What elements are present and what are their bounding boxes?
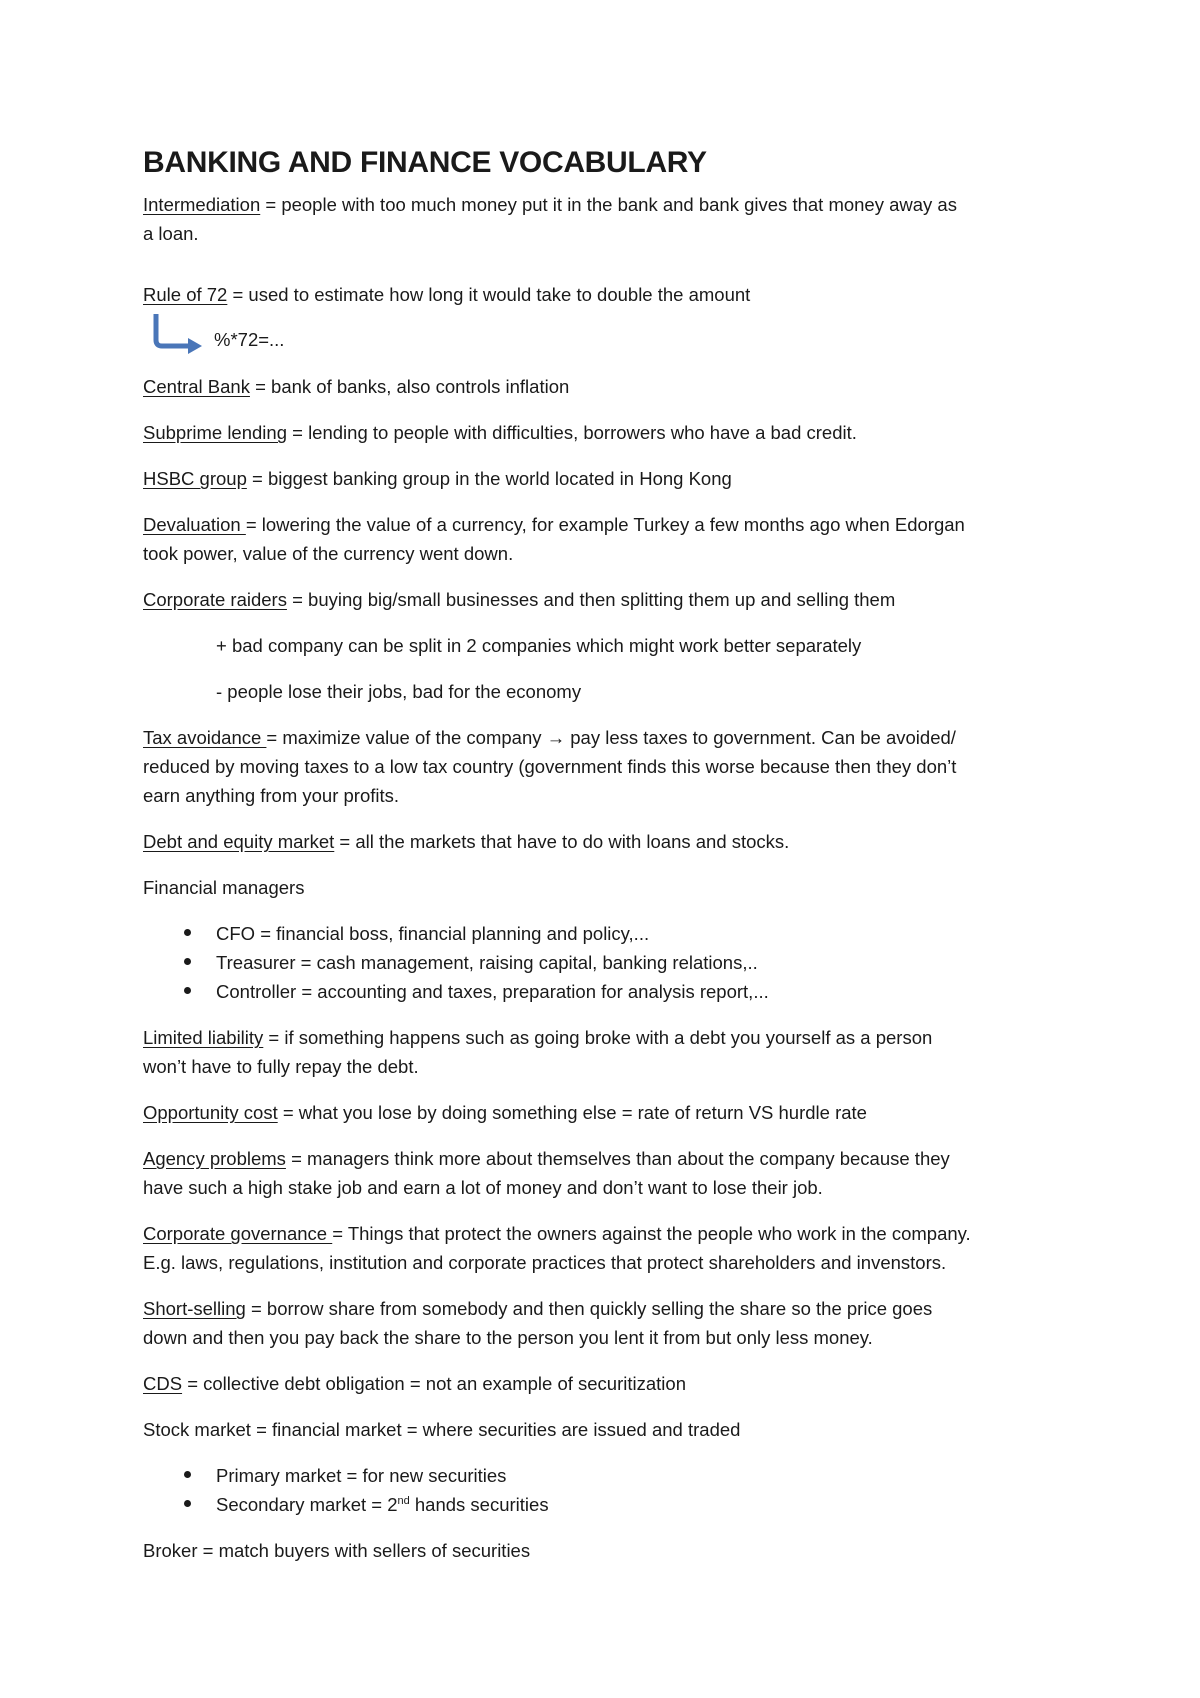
list-item (216, 1490, 549, 1519)
bullet-icon (184, 929, 191, 936)
entry-debt-equity-market (143, 827, 789, 856)
definition: = borrow share from somebody and then quickly selling the share so the price goes (245, 1298, 933, 1319)
entry-subprime-lending (143, 418, 857, 447)
definition: = Things that protect the owners against the people who work in the company. (332, 1223, 971, 1244)
definition: = all the markets that have to do with loans and stocks. (334, 831, 790, 852)
term: Opportunity cost (143, 1102, 278, 1123)
term: Subprime lending (143, 422, 287, 443)
rule-of-72-formula: %*72=... (214, 329, 285, 350)
bullet-icon (184, 987, 191, 994)
definition: = biggest banking group in the world located in Hong Kong (246, 468, 732, 489)
list-item: Controller = accounting and taxes, preparation for analysis report,... (216, 981, 769, 1002)
term: Corporate governance (143, 1223, 333, 1244)
definition: = used to estimate how long it would take to double the amount (227, 284, 751, 305)
entry-short-selling-cont: down and then you pay back the share to the person you lent it from but only less money. (143, 1327, 873, 1348)
list-item-text: Secondary market = 2 (216, 1494, 398, 1515)
definition: = lending to people with difficulties, borrowers who have a bad credit. (286, 422, 857, 443)
term: Limited liability (143, 1027, 264, 1048)
term: Central Bank (143, 376, 250, 397)
entry-agency-problems (143, 1144, 950, 1173)
term: HSBC group (143, 468, 247, 489)
list-item: Treasurer = cash management, raising capital, banking relations,.. (216, 952, 758, 973)
bullet-icon (184, 1471, 191, 1478)
entry-devaluation-cont: took power, value of the currency went down. (143, 543, 514, 564)
entry-intermediation (143, 190, 957, 219)
term: CDS (143, 1373, 183, 1394)
entry-hsbc-group (143, 464, 732, 493)
entry-tax-avoidance-cont1: reduced by moving taxes to a low tax country (government finds this worse because then they don’t (143, 756, 957, 777)
entry-rule-of-72 (143, 280, 750, 309)
bullet-icon (184, 1500, 191, 1507)
entry-short-selling (143, 1294, 932, 1323)
entry-limited-liability (143, 1023, 932, 1052)
document-title: BANKING AND FINANCE VOCABULARY (143, 146, 707, 179)
definition: = if something happens such as going broke with a debt you yourself as a person (263, 1027, 933, 1048)
corporate-raiders-pro: + bad company can be split in 2 companies which might work better separately (216, 635, 862, 656)
entry-devaluation (143, 510, 965, 539)
term: Agency problems (143, 1148, 286, 1169)
entry-cds (143, 1369, 686, 1398)
entry-corporate-raiders (143, 585, 895, 614)
term: Corporate raiders (143, 589, 287, 610)
entry-limited-liability-cont: won’t have to fully repay the debt. (143, 1056, 419, 1077)
curved-arrow-icon (150, 314, 208, 354)
term: Short-selling (143, 1298, 246, 1319)
definition: = what you lose by doing something else = rate of return VS hurdle rate (277, 1102, 867, 1123)
definition: = managers think more about themselves than about the company because they (285, 1148, 950, 1169)
entry-tax-avoidance (143, 723, 956, 752)
bullet-icon (184, 958, 191, 965)
term: Debt and equity market (143, 831, 335, 852)
term: Rule of 72 (143, 284, 228, 305)
definition-cont: pay less taxes to government. Can be avoided/ (565, 727, 956, 748)
entry-tax-avoidance-cont2: earn anything from your profits. (143, 785, 400, 806)
term: Devaluation (143, 514, 246, 535)
entry-opportunity-cost (143, 1098, 867, 1127)
financial-managers-heading: Financial managers (143, 877, 305, 898)
superscript: nd (397, 1494, 410, 1507)
corporate-raiders-con: - people lose their jobs, bad for the economy (216, 681, 582, 702)
definition: = collective debt obligation = not an example of securitization (182, 1373, 686, 1394)
entry-agency-problems-cont: have such a high stake job and earn a lot of money and don’t want to lose their job. (143, 1177, 823, 1198)
definition: = maximize value of the company (266, 727, 547, 748)
definition: = people with too much money put it in the bank and bank gives that money away as (260, 194, 957, 215)
term: Intermediation (143, 194, 261, 215)
definition: = buying big/small businesses and then splitting them up and selling them (286, 589, 896, 610)
term: Tax avoidance (143, 727, 267, 748)
list-item: CFO = financial boss, financial planning and policy,... (216, 923, 650, 944)
definition: = lowering the value of a currency, for example Turkey a few months ago when Edorgan (245, 514, 965, 535)
list-item-text-cont: hands securities (409, 1494, 549, 1515)
right-arrow-icon: → (546, 727, 566, 748)
entry-corporate-governance (143, 1219, 971, 1248)
entry-corporate-governance-cont: E.g. laws, regulations, institution and corporate practices that protect shareholders and invenstors. (143, 1252, 947, 1273)
entry-broker: Broker = match buyers with sellers of securities (143, 1540, 531, 1561)
entry-intermediation-cont: a loan. (143, 223, 199, 244)
definition: = bank of banks, also controls inflation (249, 376, 570, 397)
entry-central-bank (143, 372, 569, 401)
list-item: Primary market = for new securities (216, 1465, 507, 1486)
stock-market-heading: Stock market = financial market = where securities are issued and traded (143, 1419, 741, 1440)
